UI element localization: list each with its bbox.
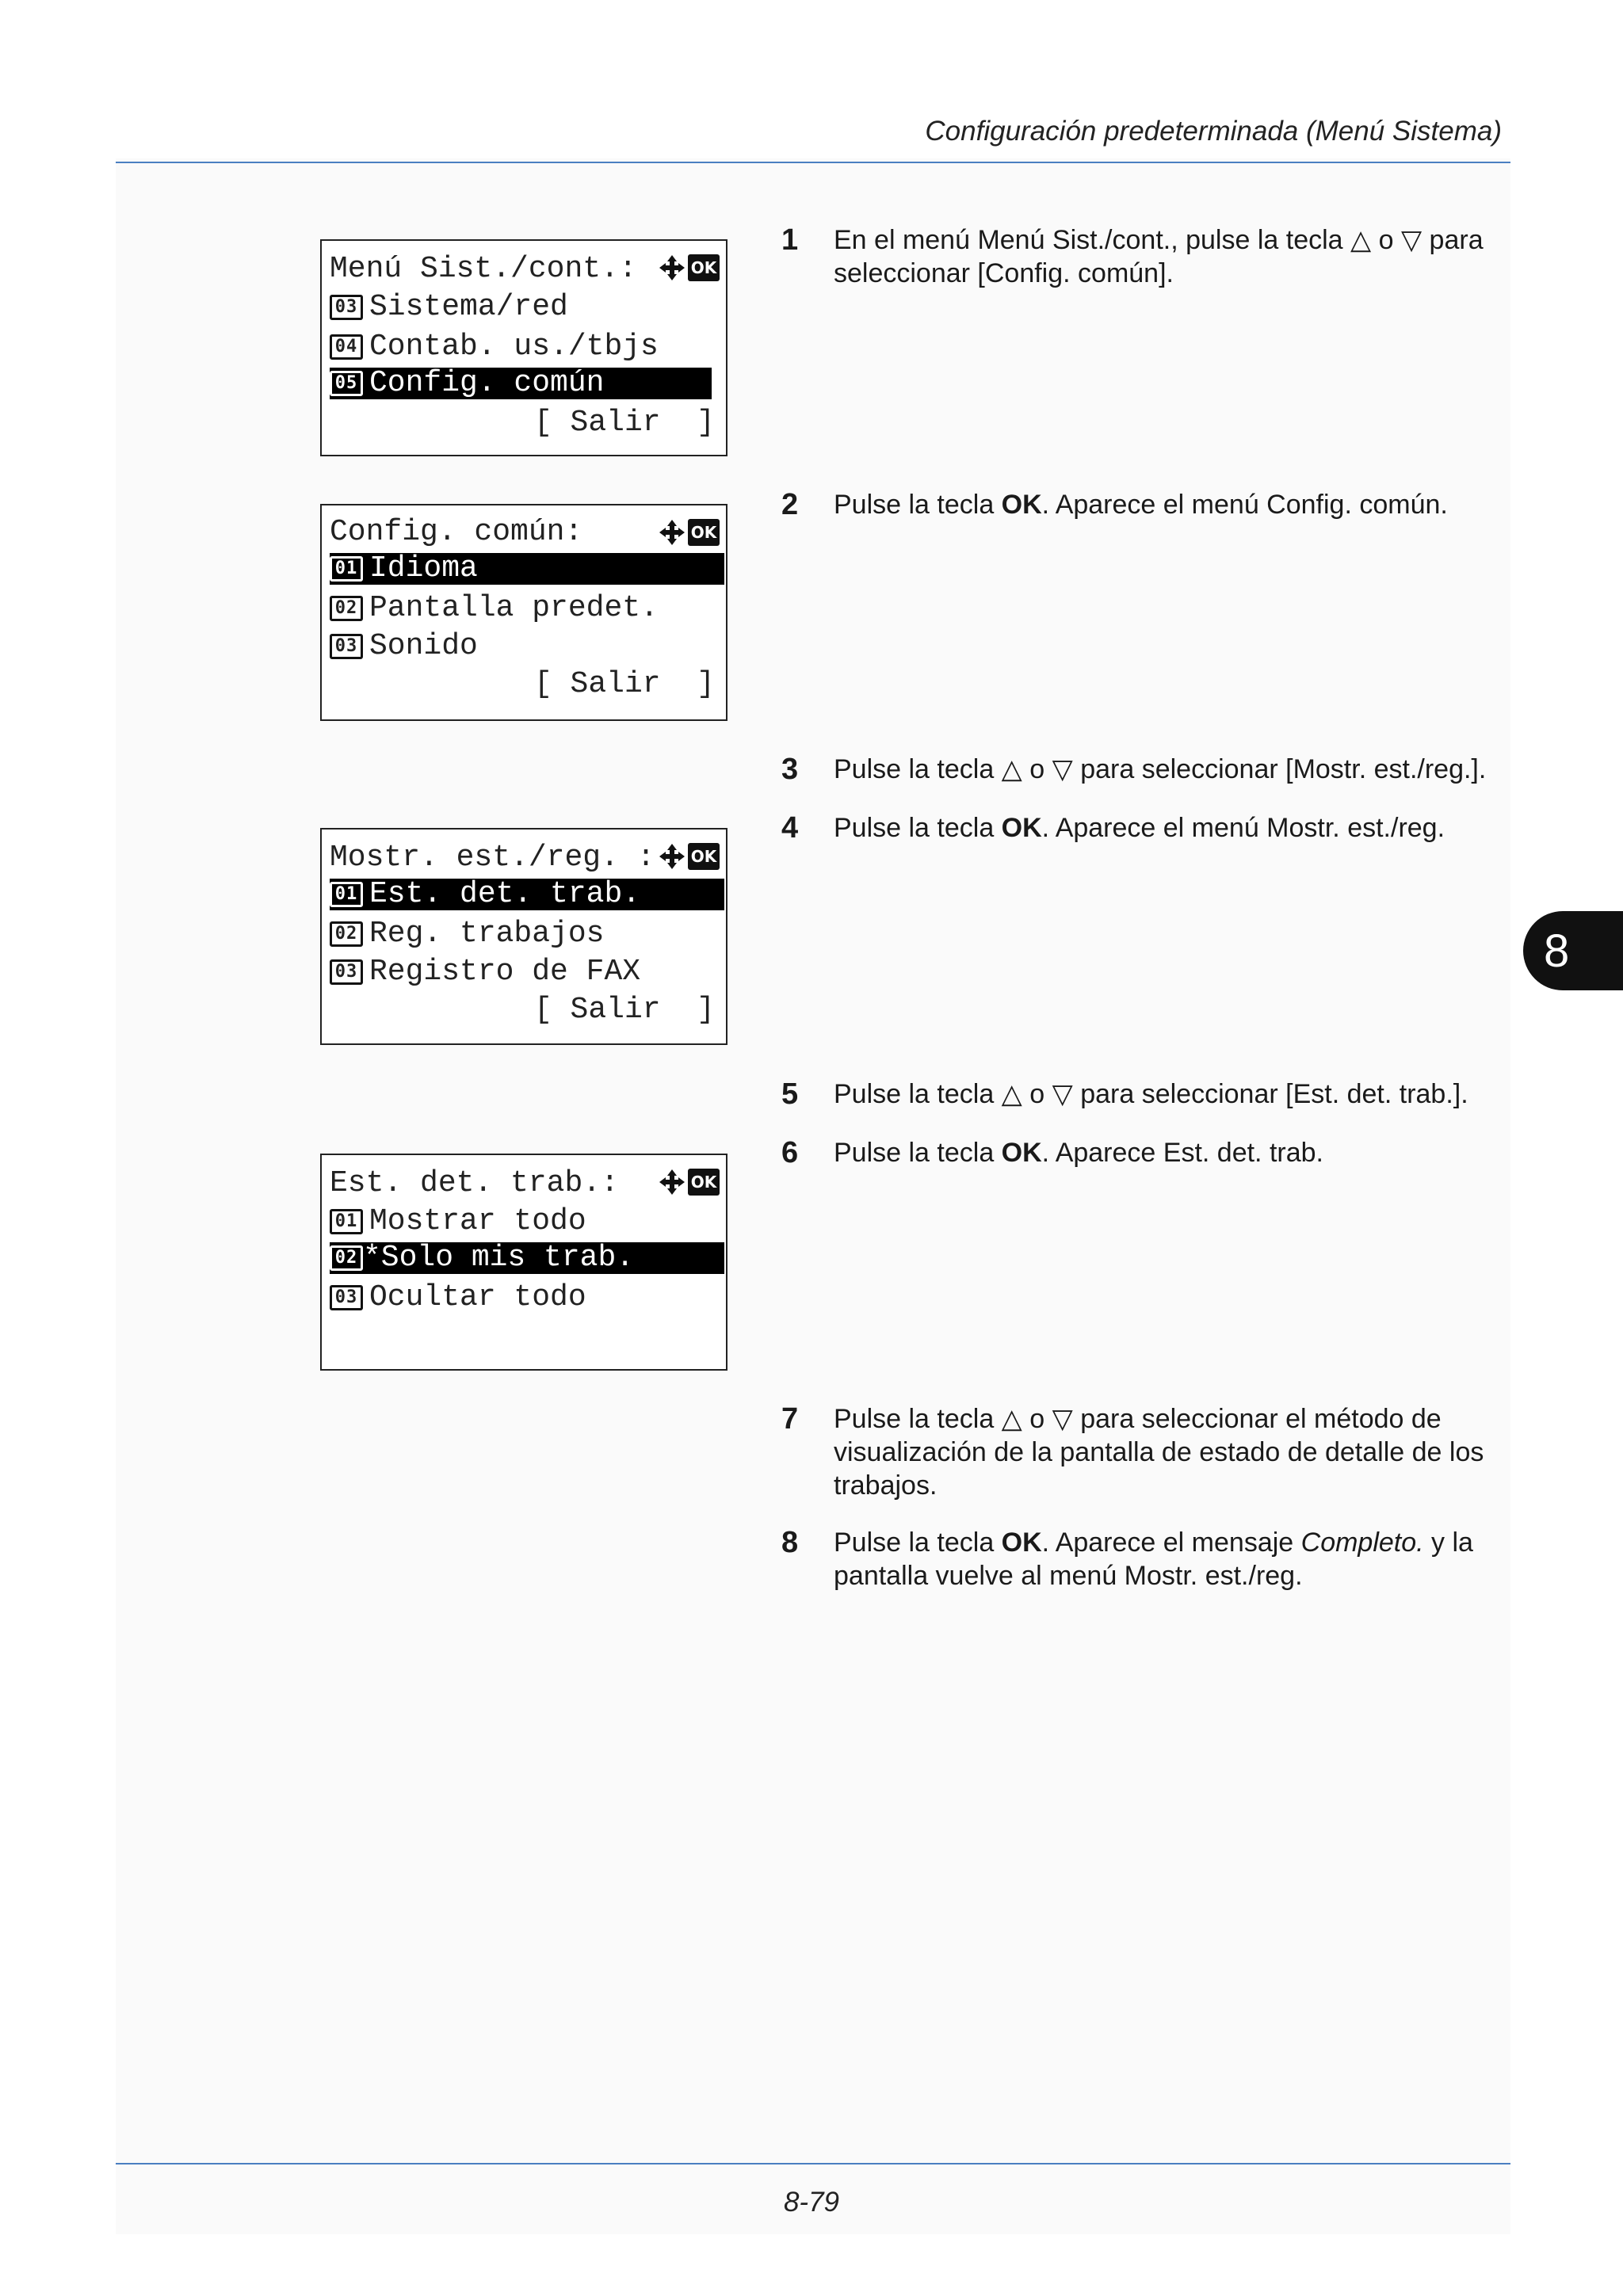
item-number-badge: 03 — [330, 634, 363, 659]
lcd-menu-item — [330, 1282, 724, 1314]
lcd-menu-item-label: Contab. us./tbjs — [369, 330, 659, 364]
step-text: Pulse la tecla OK. Aparece Est. det. trab. — [834, 1138, 1323, 1168]
lcd-menu-item-selected — [330, 1242, 724, 1274]
item-number-badge: 03 — [330, 1285, 363, 1310]
lcd-menu-item-label: *Solo mis trab. — [363, 1241, 635, 1275]
salir-softkey: [ Salir ] — [533, 667, 715, 701]
item-number-badge: 02 — [330, 921, 363, 947]
salir-softkey: [ Salir ] — [533, 406, 715, 440]
chapter-tab — [1523, 911, 1623, 990]
lcd-panel-system-menu — [320, 239, 727, 456]
lcd-menu-item-label: Est. det. trab. — [369, 877, 641, 911]
lcd-menu-item-selected — [330, 879, 724, 910]
step-number: 2 — [781, 488, 799, 521]
chapter-number: 8 — [1544, 925, 1570, 977]
lcd-menu-item — [330, 1206, 724, 1238]
lcd-menu-item-label: Sonido — [369, 629, 478, 663]
lcd-panel-job-detail-status — [320, 1154, 727, 1371]
lcd-title: Mostr. est./reg. : — [330, 841, 655, 875]
ok-key-label: OK — [1001, 813, 1042, 843]
ok-key-label: OK — [1001, 1527, 1042, 1558]
item-number-badge: 03 — [330, 959, 363, 985]
lcd-title: Menú Sist./cont.: — [330, 252, 637, 286]
message-completo: Completo. — [1300, 1527, 1424, 1558]
lcd-menu-item-label: Registro de FAX — [369, 955, 641, 989]
ok-key-label: OK — [1001, 1138, 1042, 1168]
item-number-badge: 01 — [330, 1209, 363, 1234]
step-text: Pulse la tecla OK. Aparece el mensaje Completo. y la pantalla vuelve al menú Mostr. est./reg. — [834, 1527, 1473, 1591]
four-way-arrow-icon — [658, 518, 686, 547]
lcd-title: Config. común: — [330, 515, 583, 549]
item-number-badge: 01 — [330, 882, 363, 907]
lcd-menu-item — [330, 956, 724, 988]
step-text: Pulse la tecla △ o ▽ para seleccionar [Mostr. est./reg.]. — [834, 754, 1487, 784]
four-way-arrow-icon — [658, 1168, 686, 1196]
item-number-badge: 04 — [330, 334, 363, 360]
lcd-menu-item — [330, 292, 724, 323]
ok-key-label: OK — [1001, 490, 1042, 520]
step-number: 4 — [781, 811, 799, 845]
lcd-panel-status-log — [320, 828, 727, 1045]
item-number-badge: 02 — [330, 1245, 363, 1271]
lcd-menu-item-label: Mostrar todo — [369, 1204, 586, 1238]
item-number-badge: 02 — [330, 596, 363, 621]
lcd-menu-item-label: Pantalla predet. — [369, 591, 659, 625]
lcd-menu-item-label: Ocultar todo — [369, 1280, 586, 1314]
step-number: 3 — [781, 753, 799, 786]
ok-key-icon: OK — [688, 843, 720, 870]
ok-key-icon: OK — [688, 254, 720, 281]
item-number-badge: 01 — [330, 556, 363, 582]
lcd-menu-item-label: Config. común — [369, 366, 605, 400]
step-text: Pulse la tecla △ o ▽ para seleccionar el método de visualización de la pantalla de estado de detalle de los trabajos. — [834, 1404, 1484, 1501]
lcd-menu-item — [330, 918, 724, 950]
lcd-menu-item — [330, 631, 724, 662]
lcd-menu-item-selected — [330, 553, 724, 585]
page-number: 8-79 — [783, 2187, 840, 2218]
lcd-menu-item — [330, 593, 724, 624]
salir-softkey: [ Salir ] — [533, 993, 715, 1027]
step-number: 7 — [781, 1402, 799, 1436]
ok-key-icon: OK — [688, 519, 720, 546]
step-number: 8 — [781, 1526, 799, 1559]
lcd-menu-item-label: Reg. trabajos — [369, 917, 605, 951]
step-number: 5 — [781, 1077, 799, 1111]
ok-key-icon: OK — [688, 1169, 720, 1196]
step-number: 6 — [781, 1136, 799, 1169]
lcd-menu-item — [330, 331, 724, 363]
item-number-badge: 05 — [330, 371, 363, 396]
four-way-arrow-icon — [658, 842, 686, 871]
running-header: Configuración predeterminada (Menú Sistema) — [925, 116, 1502, 147]
lcd-panel-common-settings — [320, 504, 727, 721]
lcd-title: Est. det. trab.: — [330, 1166, 619, 1200]
item-number-badge: 03 — [330, 295, 363, 320]
step-text: Pulse la tecla OK. Aparece el menú Config. común. — [834, 490, 1448, 520]
header-rule — [116, 162, 1510, 163]
lcd-menu-item-selected — [330, 368, 712, 399]
lcd-menu-item-label: Idioma — [369, 551, 478, 585]
four-way-arrow-icon — [658, 254, 686, 282]
step-number: 1 — [781, 223, 799, 257]
step-text: Pulse la tecla △ o ▽ para seleccionar [Est. det. trab.]. — [834, 1079, 1468, 1109]
footer-rule — [116, 2163, 1510, 2164]
step-text: Pulse la tecla OK. Aparece el menú Mostr. est./reg. — [834, 813, 1445, 843]
step-text: En el menú Menú Sist./cont., pulse la tecla △ o ▽ para seleccionar [Config. común]. — [834, 225, 1484, 288]
lcd-menu-item-label: Sistema/red — [369, 290, 568, 324]
